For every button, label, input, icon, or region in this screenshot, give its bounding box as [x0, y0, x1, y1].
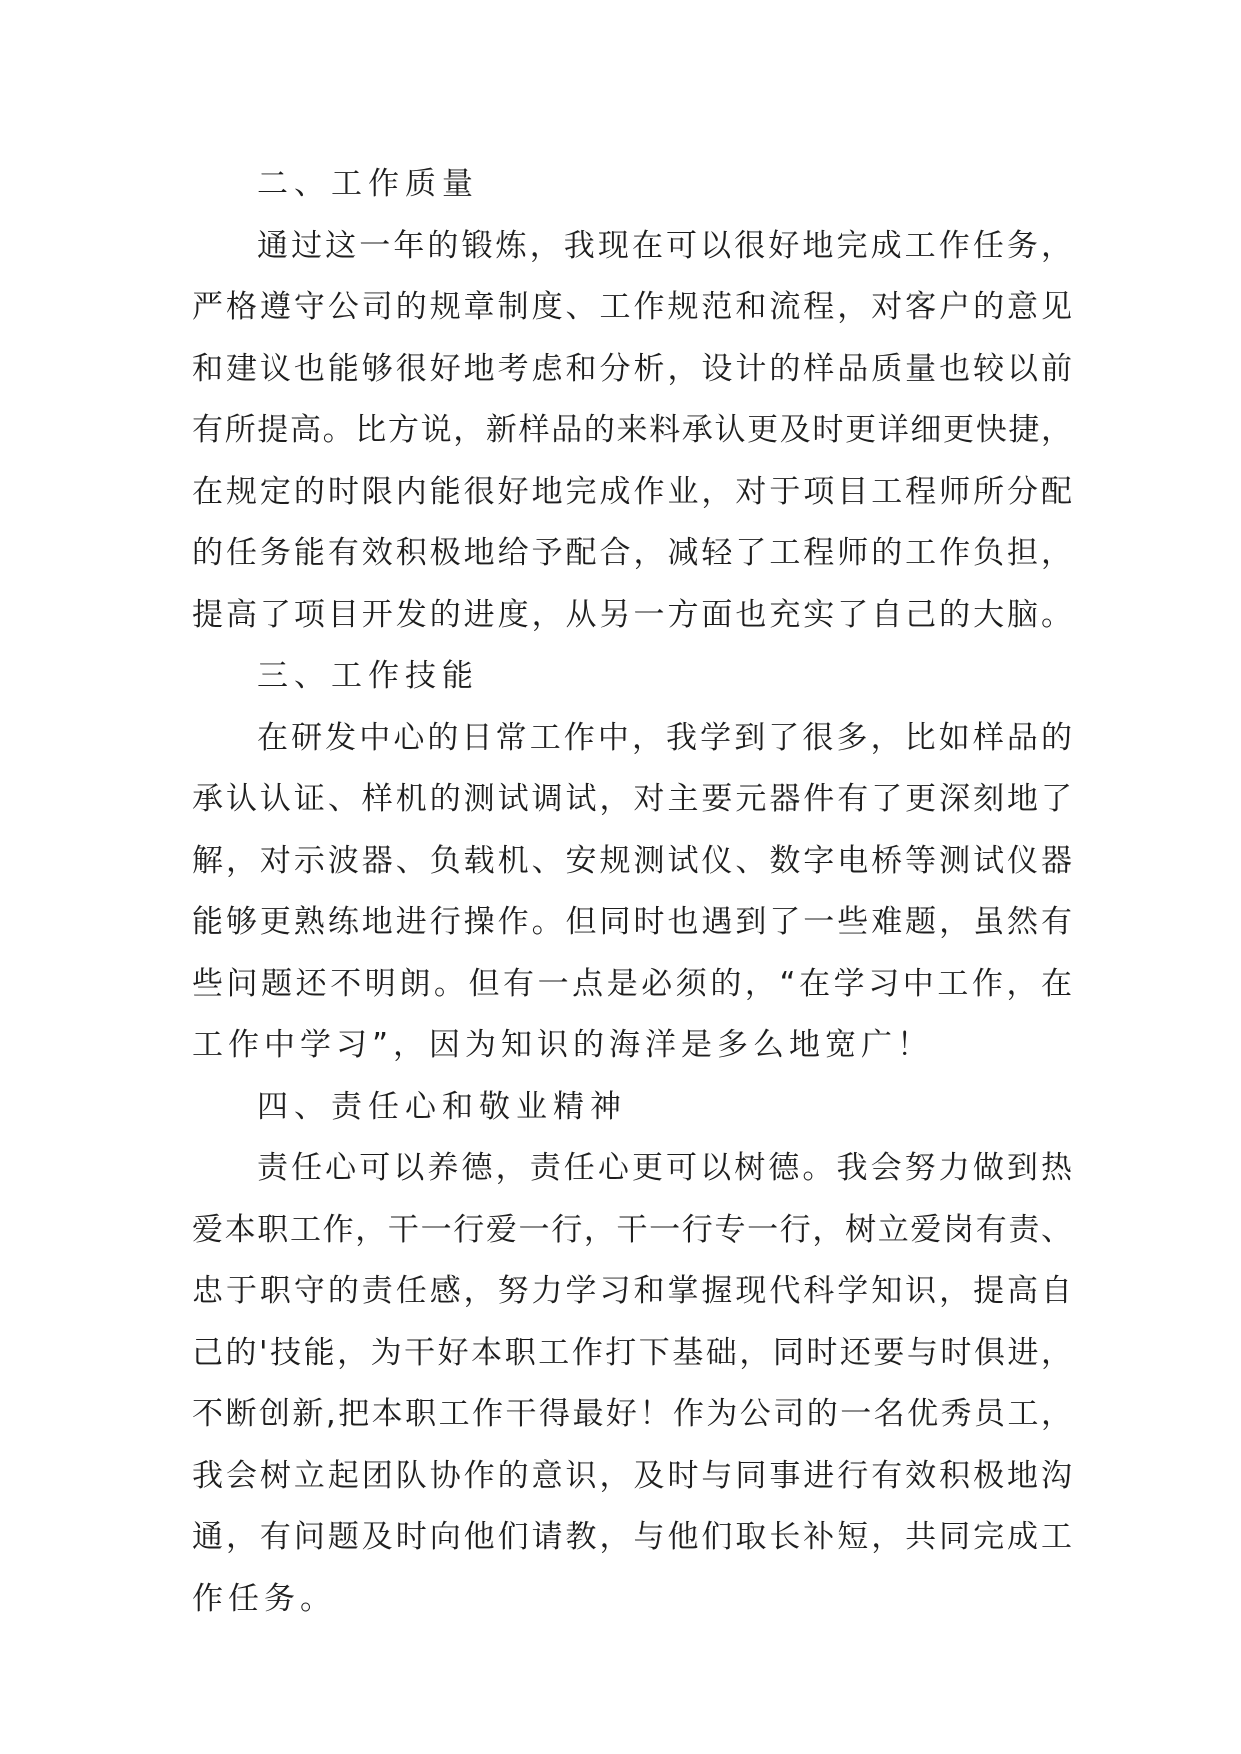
- text-line: 责任心可以养德，责任心更可以树德。我会努力做到热: [257, 1150, 1072, 1186]
- paragraph-responsibility: [192, 1138, 1072, 1630]
- text-line: 在研发中心的日常工作中，我学到了很多，比如样品的: [257, 719, 1072, 756]
- text-line: 严格遵守公司的规章制度、工作规范和流程，对客户的意见: [192, 289, 1072, 325]
- text-line: 不断创新,把本职工作干得最好！作为公司的一名优秀员工，: [192, 1396, 1072, 1432]
- paragraph-work-skills: [192, 708, 1072, 1077]
- paragraph-work-quality: [192, 216, 1072, 647]
- text-line: 爱本职工作，干一行爱一行，干一行专一行，树立爱岗有责、: [192, 1211, 1072, 1248]
- text-line: 些问题还不明朗。但有一点是必须的，“在学习中工作，在: [192, 965, 1072, 1002]
- text-line: 通过这一年的锻炼，我现在可以很好地完成工作任务，: [257, 227, 1072, 264]
- text-line: 提高了项目开发的进度，从另一方面也充实了自己的大脑。: [192, 596, 1072, 633]
- section-heading-responsibility: 四、责任心和敬业精神: [257, 1088, 627, 1125]
- text-line: 承认认证、样机的测试调试，对主要元器件有了更深刻地了: [192, 781, 1072, 817]
- text-line: 解，对示波器、负载机、安规测试仪、数字电桥等测试仪器: [192, 842, 1072, 879]
- section-heading-work-skills: 三、工作技能: [257, 658, 479, 694]
- text-line: 作任务。: [192, 1580, 336, 1617]
- section-heading-work-quality: 二、工作质量: [257, 166, 479, 202]
- text-line: 忠于职守的责任感，努力学习和掌握现代科学知识，提高自: [192, 1273, 1072, 1309]
- text-line: 能够更熟练地进行操作。但同时也遇到了一些难题，虽然有: [192, 904, 1072, 940]
- text-line: 我会树立起团队协作的意识，及时与同事进行有效积极地沟: [192, 1457, 1072, 1494]
- text-line: 己的'技能，为干好本职工作打下基础，同时还要与时俱进，: [192, 1334, 1072, 1371]
- text-line: 的任务能有效积极地给予配合，减轻了工程师的工作负担，: [192, 535, 1072, 571]
- text-line: 有所提高。比方说，新样品的来料承认更及时更详细更快捷，: [192, 412, 1072, 448]
- text-line: 在规定的时限内能很好地完成作业，对于项目工程师所分配: [192, 473, 1072, 510]
- text-line: 通，有问题及时向他们请教，与他们取长补短，共同完成工: [192, 1519, 1072, 1555]
- text-line: 工作中学习”，因为知识的海洋是多么地宽广！: [192, 1027, 934, 1063]
- text-line: 和建议也能够很好地考虑和分析，设计的样品质量也较以前: [192, 350, 1072, 387]
- document-body: [192, 154, 1072, 1630]
